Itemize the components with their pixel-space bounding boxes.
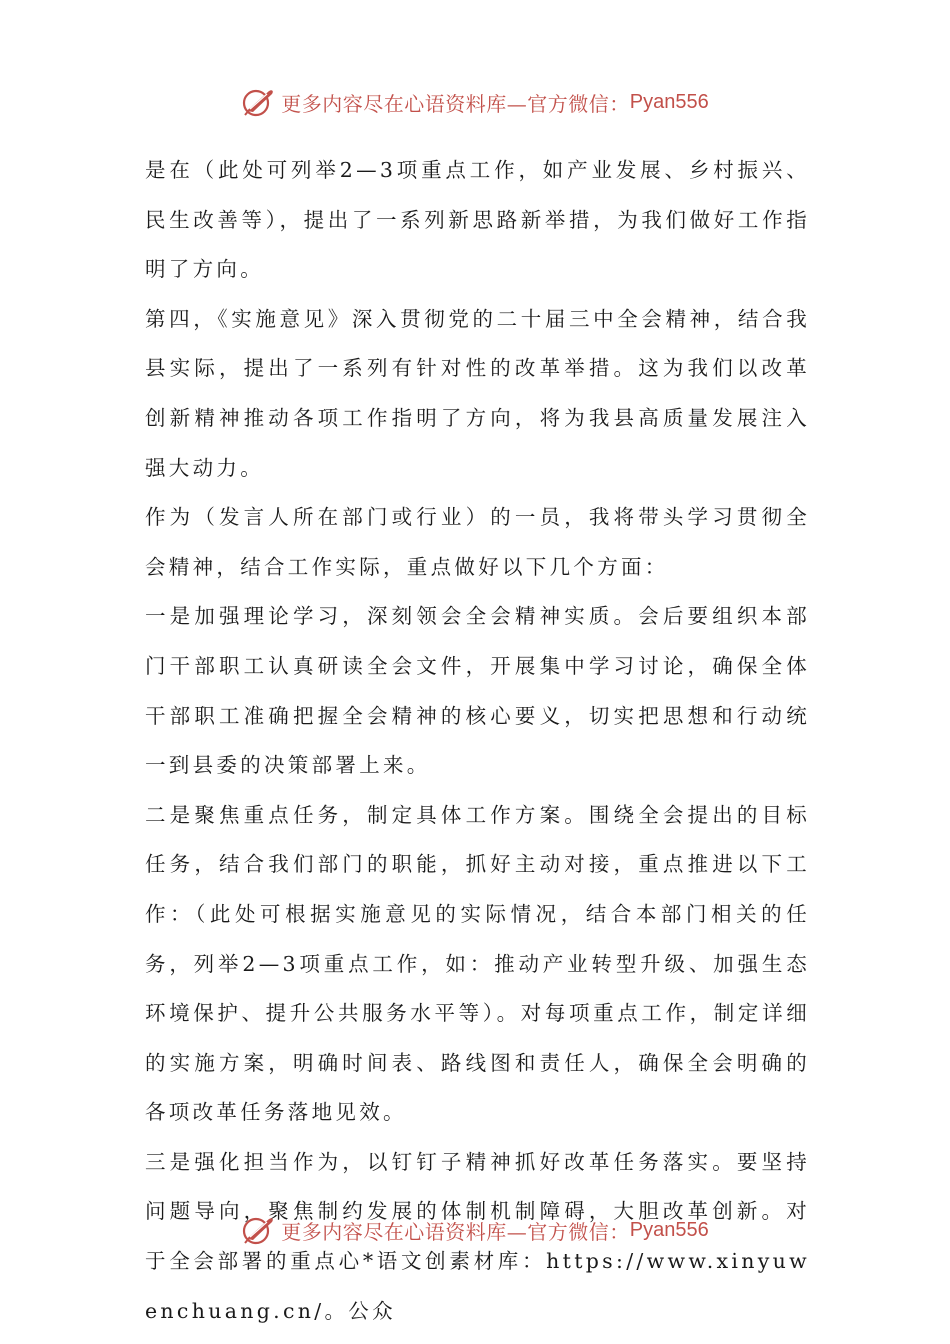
header-wechat-id: Pyan556 [629, 90, 709, 113]
quill-logo-icon [241, 85, 275, 119]
header-banner [0, 80, 950, 124]
paragraph: 一是加强理论学习，深刻领会全会精神实质。会后要组织本部门干部职工认真研读全会文件，开展集中学习讨论，确保全体干部职工准确把握全会精神的核心要义，切实把思想和行动统一到县委的决策部署上来。 [145, 604, 810, 778]
paragraph: 三是强化担当作为，以钉钉子精神抓好改革任务落实。要坚持问题导向，聚焦制约发展的体制机制障碍，大胆改革创新。对于全会部署的重点心*语文创素材库：https://www.xinyuwenchuang.cn/。公众 [145, 1149, 810, 1323]
quill-logo-icon [241, 1213, 275, 1247]
paragraph: 是在（此处可列举2—3项重点工作，如产业发展、乡村振兴、民生改善等），提出了一系列新思路新举措，为我们做好工作指明了方向。 [145, 158, 810, 282]
document-body [145, 146, 810, 1336]
footer-banner [0, 1208, 950, 1252]
paragraph: 第四，《实施意见》深入贯彻党的二十届三中全会精神，结合我县实际，提出了一系列有针对性的改革举措。这为我们以改革创新精神推动各项工作指明了方向，将为我县高质量发展注入强大动力。 [145, 306, 810, 480]
footer-banner-text: 更多内容尽在心语资料库—官方微信： [281, 1219, 630, 1244]
paragraph: 二是聚焦重点任务，制定具体工作方案。围绕全会提出的目标任务，结合我们部门的职能，抓好主动对接，重点推进以下工作：（此处可根据实施意见的实际情况，结合本部门相关的任务，列举2—3项重点工作，如：推动产业转型升级、加强生态环境保护、提升公共服务水平等）。对每项重点工作，制定详细的实施方案，明确时间表、路线图和责任人，确保全会明确的各项改革任务落地见效。 [145, 802, 810, 1125]
header-banner-text: 更多内容尽在心语资料库—官方微信： [281, 91, 630, 116]
paragraph: 作为（发言人所在部门或行业）的一员，我将带头学习贯彻全会精神，结合工作实际，重点做好以下几个方面： [145, 505, 810, 579]
footer-wechat-id: Pyan556 [629, 1218, 709, 1241]
